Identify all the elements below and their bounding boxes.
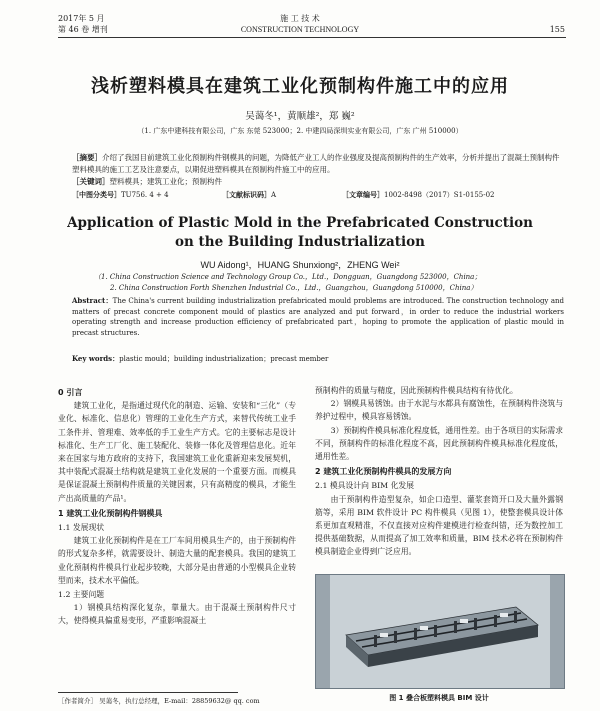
header-journal-cn: 施 工 技 术 [280, 14, 320, 23]
section-0-paragraph: 建筑工业化，是指通过现代化的制造、运输、安装和“三化”（专业化、标准化、信息化）管理的工业化生产方式，来替代传统工业手工条件并、管理难、效率低的手工业生产方式。它的主要标志是设计标准化、生产工厂化、施工装配化、装修一体化及管理信息化。近年来在国家与地方政府的支持下，我国建筑工业化重新迎来发展契机，其中装配式混凝土结构就是建筑工业化发展的一个重要方面。而模具是保证混凝土预制构件质量的关键因素，只有高精度的模具，才能生产出高质量的产品¹。 [58, 401, 296, 503]
affiliation-en-1: （1. China Construction Science and Technology Group Co.，Ltd.，Dongguan，Guangdong 523000，China； [94, 273, 482, 281]
right-paragraph-2: 3）预制构件模具标准化程度低，通用性差。由于各项目的实际需求不同，预制构件的标准化程度不高，因此预制构件模具标准化程度低，通用性差。 [315, 425, 563, 462]
abstract-cn-text: 介绍了我国目前建筑工业化预制构件钢模具的问题，为降低产业工人的作业强度及提高预制构件的生产效率，分析并提出了混凝土预制构件塑料模具的施工工艺及注意要点，以期促进塑料模具在预制构件施工中的应用。 [72, 153, 560, 174]
abstract-cn [72, 152, 562, 188]
keywords-en-label: Key words： [72, 354, 120, 363]
software-sidebar [550, 575, 564, 688]
figure-caption: 图 1 叠合板塑料模具 BIM 设计 [389, 694, 489, 702]
authors-en: WU Aidong¹，HUANG Shunxiong²，ZHENG Wei² [200, 260, 400, 270]
keywords-en-text: plastic mould；building industrialization；precast member [119, 355, 329, 363]
doc-label: ［文献标识码］ [222, 190, 271, 199]
affiliation-en-2: 2. China Construction Forth Shenzhen Industrial Co.，Ltd.，Guangzhou，Guangdong 510000，China） [110, 284, 478, 292]
author-footnote: ［作者简介］ 吴蔼冬，执行总经理，E-mail：28859632@ qq. com [58, 697, 260, 705]
id-value: 1002-8498（2017）S1-0155-02 [384, 191, 495, 199]
bim-mould-illustration [316, 575, 564, 688]
header-journal-en: CONSTRUCTION TECHNOLOGY [240, 25, 360, 34]
header-date: 2017年 5 月 [58, 14, 105, 23]
footnote-rule [58, 692, 238, 693]
right-column [315, 384, 563, 559]
header-rule [58, 37, 566, 38]
cls-value: TU756. 4 + 4 [121, 191, 169, 199]
page-number: 155 [549, 25, 565, 34]
title-cn: 浅析塑料模具在建筑工业化预制构件施工中的应用 [91, 76, 509, 97]
figure-bim-render [315, 574, 565, 689]
authors-cn: 吴蔼冬¹，黄顺雄²，郑 巍² [245, 111, 355, 122]
id-label: ［文章编号］ [342, 190, 384, 199]
title-en-line1: Application of Plastic Mold in the Prefabricated Construction [67, 215, 533, 231]
abstract-en [72, 296, 564, 338]
abstract-en-label: Abstract： [72, 296, 113, 305]
section-1-1-heading: 1.1 发展现状 [58, 523, 105, 533]
keywords-cn: 塑料模具；建筑工业化；预制构件 [109, 177, 222, 186]
abstract-cn-label: ［摘要］ [72, 153, 102, 162]
section-1-2-heading: 1.2 主要问题 [58, 590, 105, 600]
section-1-2-paragraph: 1）钢模具结构深化复杂，靠量大。由于混凝土预制构件尺寸大，使得模具偏重易变形，严重影响混凝土 [58, 603, 296, 626]
header-volume: 第 46 卷 增刊 [58, 25, 108, 34]
keywords-en [72, 354, 564, 364]
abstract-en-text: The China's current building industrialization prefabricated mould problems are introduced. The construction technology and matters of precast concrete component mould of plastics are analyzed and put forward，in order to reduce the industrial workers operating strength and increase production efficiency of prefabricated part，hoping to promote the application of plastic mould in precast structures. [72, 297, 564, 337]
keywords-cn-label: ［关键词］ [72, 177, 110, 186]
cls-label: ［中图分类号］ [72, 190, 121, 199]
right-paragraph-0: 预制构件的质量与精度，因此预制构件模具结构有待优化。 [315, 386, 518, 395]
software-toolbar [316, 575, 330, 688]
title-en-line2: on the Building Industrialization [175, 234, 425, 250]
section-2-1-paragraph: 由于预制构件造型复杂，如企口造型、灌浆套筒开口及大量外露钢筋等，采用 BIM 软件设计 PC 构件模具（见图 1），使整套模具设计体系更加直观精准，不仅直接对应构件建模进行检查纠错，还为数控加工提供基础数据，从而提高了加工效率和质量，BIM 技术必将在预制构件模具制造企业得到广泛应用。 [315, 494, 563, 557]
section-2-heading: 2 建筑工业化预制构件模具的发展方向 [315, 467, 452, 477]
right-paragraph-1: 2）钢模具易锈蚀。由于水泥与水都具有腐蚀性，在预制构件浇筑与养护过程中，模具容易锈蚀。 [315, 399, 563, 422]
doc-value: A [271, 191, 277, 199]
affiliations-cn: （1. 广东中建科技有限公司，广东 东莞 523000；2. 中建四局深圳实业有限公司，广东 广州 510000） [137, 127, 463, 135]
section-0-heading: 0 引言 [58, 388, 83, 397]
section-1-1-paragraph: 建筑工业化预制构件是在工厂车间用模具生产的，由于预制构件的形式复杂多样，就需要设计、制造大量的配套模具。我国的建筑工业化预制构件模具行业起步较晚，大部分是由普通的小型模具企业转型而来，技术水平偏低。 [58, 536, 296, 585]
left-column [58, 384, 296, 628]
section-1-heading: 1 建筑工业化预制构件钢模具 [58, 508, 163, 518]
section-2-1-heading: 2.1 模具设计向 BIM 化发展 [315, 481, 415, 491]
classification-row [72, 190, 562, 200]
title-en [0, 214, 600, 252]
